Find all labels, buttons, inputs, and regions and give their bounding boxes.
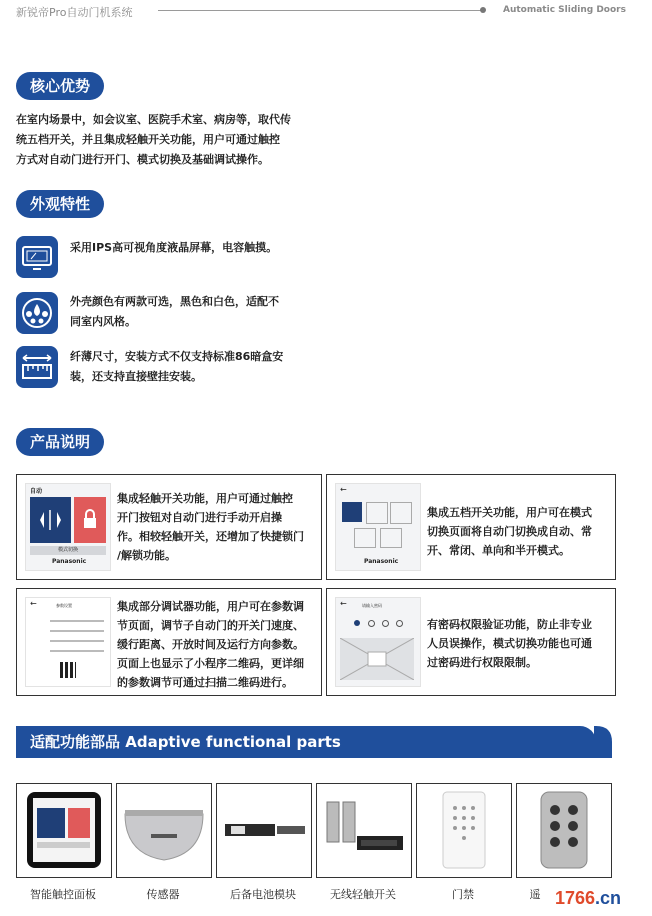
screen-title: 自动: [30, 488, 43, 495]
screen-icon: [16, 236, 58, 278]
box-line: 缓行距离、开放时间及运行方向参数。: [117, 638, 304, 651]
param-slider: [50, 640, 104, 642]
part-label: 传感器: [146, 888, 180, 901]
mode-tile: [354, 528, 376, 548]
pin-dot: [382, 620, 389, 627]
part-wireless-switch-image: [316, 783, 412, 878]
box-text: [117, 597, 317, 692]
feature-line: 纤薄尺寸，安装方式不仅支持标准86暗盒安: [70, 350, 284, 363]
core-paragraph: [16, 110, 316, 170]
product-box-password: [326, 588, 616, 696]
box-line: 开、常闭、单向和半开模式。: [427, 544, 570, 557]
part-access-control-image: [416, 783, 512, 878]
feature-text: [70, 292, 310, 332]
keypad-icon: [340, 638, 414, 680]
part-label: 智能触控面板: [30, 888, 96, 901]
box-line: 集成部分调试器功能，用户可在参数调: [117, 600, 304, 613]
box-line: 开门按钮对自动门进行手动开启操: [117, 511, 282, 524]
mode-screen-image: [335, 483, 421, 571]
screen-title: 参数设置: [56, 603, 72, 608]
brand-label: Panasonic: [52, 558, 87, 565]
box-line: 页面上也显示了小程序二维码，更详细: [117, 657, 304, 670]
product-heading: 产品说明: [16, 428, 104, 456]
mode-tile: [390, 502, 412, 524]
pin-dot: [368, 620, 375, 627]
page-header: [0, 0, 652, 24]
box-line: 集成五档开关功能，用户可在模式: [427, 506, 592, 519]
box-line: /解锁功能。: [117, 549, 177, 562]
watermark-domain: .cn: [595, 888, 622, 908]
feature-text: [70, 347, 310, 387]
core-line: 统五档开关，并且集成轻触开关功能，用户可通过触控: [16, 133, 280, 146]
brand-label: Panasonic: [364, 558, 399, 565]
banner-title: 适配功能部品 Adaptive functional parts: [30, 733, 341, 751]
box-line: 有密码权限验证功能，防止非专业: [427, 618, 592, 631]
back-arrow-icon: ←: [30, 599, 37, 608]
box-text: [427, 615, 611, 672]
back-arrow-icon: ←: [340, 485, 347, 494]
box-line: 的参数调节可通过扫描二维码进行。: [117, 676, 293, 689]
feature-line: 采用IPS高可视角度液晶屏幕，电容触摸。: [70, 241, 278, 254]
lock-tile: [74, 497, 106, 543]
parts-banner: [16, 726, 612, 758]
header-title: 新锐帝Pro自动门机系统: [16, 6, 133, 19]
header-divider-dot: [480, 7, 486, 13]
part-label: 门禁: [452, 888, 474, 901]
part-sensor-image: [116, 783, 212, 878]
box-text: [117, 489, 317, 565]
mode-switch-bar: 模式切换: [30, 546, 106, 555]
param-slider: [50, 630, 104, 632]
qr-code: [60, 662, 76, 678]
core-line: 方式对自动门进行开门、模式切换及基础调试操作。: [16, 153, 269, 166]
mode-tile: [380, 528, 402, 548]
param-slider: [50, 650, 104, 652]
box-line: 切换页面将自动门切换成自动、常: [427, 525, 592, 538]
feature-text: [70, 238, 310, 258]
part-label: 无线轻触开关: [330, 888, 396, 901]
password-screen-image: [335, 597, 421, 687]
core-line: 在室内场景中，如会议室、医院手术室、病房等，取代传: [16, 113, 291, 126]
part-battery-image: [216, 783, 312, 878]
feature-line: 装，还支持直接壁挂安装。: [70, 370, 202, 383]
appearance-heading: 外观特性: [16, 190, 104, 218]
pin-dot: [354, 620, 360, 626]
part-label: 后备电池模块: [230, 888, 296, 901]
product-box-mode: [326, 474, 616, 580]
product-box-params: [16, 588, 322, 696]
watermark-number: 1766: [555, 888, 596, 908]
header-divider: [158, 10, 484, 11]
feature-line: 同室内风格。: [70, 315, 136, 328]
watermark: [555, 888, 621, 909]
ruler-icon: [16, 346, 58, 388]
box-line: 过密码进行权限限制。: [427, 656, 537, 669]
part-label: 遥: [529, 888, 541, 901]
product-box-touch: [16, 474, 322, 580]
color-drops-icon: [16, 292, 58, 334]
box-line: 集成轻触开关功能，用户可通过触控: [117, 492, 293, 505]
core-heading: 核心优势: [16, 72, 104, 100]
header-english-title: Automatic Sliding Doors: [503, 5, 626, 15]
params-screen-image: [25, 597, 111, 687]
box-line: 节页面，调节子自动门的开关门速度、: [117, 619, 304, 632]
part-remote-image: [516, 783, 612, 878]
feature-line: 外壳颜色有两款可选，黑色和白色，适配不: [70, 295, 279, 308]
pin-dot: [396, 620, 403, 627]
screen-title: 请输入密码: [362, 603, 382, 608]
touch-panel-screen-image: [25, 483, 111, 571]
box-line: 人员误操作，模式切换功能也可通: [427, 637, 592, 650]
banner-tail: [594, 726, 612, 758]
lock-icon: [74, 497, 106, 543]
open-door-tile: [30, 497, 71, 543]
back-arrow-icon: ←: [340, 599, 347, 608]
box-line: 作。相较轻触开关，还增加了快捷锁门: [117, 530, 304, 543]
mode-tile: [342, 502, 362, 522]
param-slider: [50, 620, 104, 622]
open-door-icon: [30, 497, 71, 543]
box-text: [427, 503, 611, 560]
mode-tile: [366, 502, 388, 524]
keypad-placeholder: [340, 638, 414, 680]
part-touch-panel-image: [16, 783, 112, 878]
